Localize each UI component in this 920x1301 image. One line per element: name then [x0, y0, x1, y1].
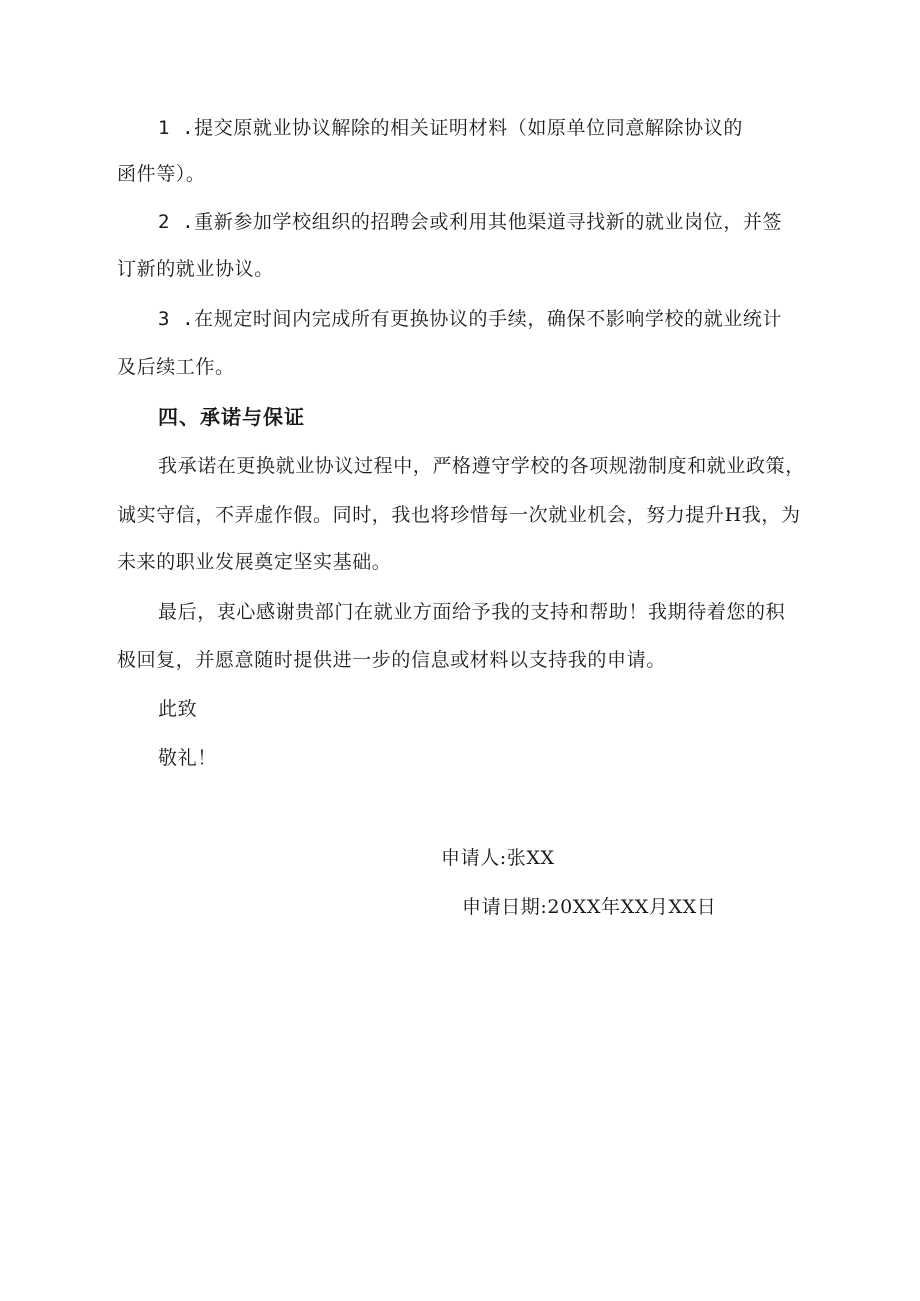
paragraph-1-line-1: 我承诺在更换就业协议过程中，严格遵守学校的各项规渤制度和就业政策， — [158, 455, 805, 477]
list-item-1-line-1 — [158, 116, 743, 140]
application-date: 申请日期:20XX年XX月XX日 — [462, 896, 717, 918]
list-item-3-line-2: 及后续工作。 — [117, 356, 235, 378]
closing-regards: 敬礼！ — [158, 747, 217, 769]
list-item-2-line-1 — [158, 210, 782, 234]
list-item-1-text: 提交原就业协议解除的相关证明材料（如原单位同意解除协议的 — [194, 117, 743, 139]
paragraph-1-line-3: 未来的职业发展奠定坚实基础。 — [117, 551, 392, 573]
applicant-name: 申请人:张XX — [441, 847, 555, 869]
list-item-2-number: 2 . — [158, 211, 195, 233]
list-item-2-text: 重新参加学校组织的招聘会或利用其他渠道寻找新的就业岗位，并签 — [194, 211, 783, 233]
closing-salutation: 此致 — [158, 698, 198, 720]
list-item-3-text: 在规定时间内完成所有更换协议的手续，确保不影响学校的就业统计 — [194, 308, 783, 330]
list-item-1-number: 1 . — [158, 117, 195, 139]
list-item-3-line-1 — [158, 307, 782, 331]
list-item-1-line-2: 函件等）。 — [117, 163, 206, 185]
section-heading: 四、承诺与保证 — [158, 405, 305, 429]
list-item-3-number: 3 . — [158, 308, 195, 330]
paragraph-2-line-1: 最后，衷心感谢贵部门在就业方面给予我的支持和帮助！我期待着您的积 — [158, 601, 786, 623]
list-item-2-line-2: 订新的就业协议。 — [117, 258, 274, 280]
paragraph-2-line-2: 极回复，并愿意随时提供进一步的信息或材料以支持我的申请。 — [117, 649, 666, 671]
paragraph-1-line-2: 诚实守信，不弄虚作假。同时，我也将珍惜每一次就业机会，努力提升H我，为 — [117, 504, 801, 526]
